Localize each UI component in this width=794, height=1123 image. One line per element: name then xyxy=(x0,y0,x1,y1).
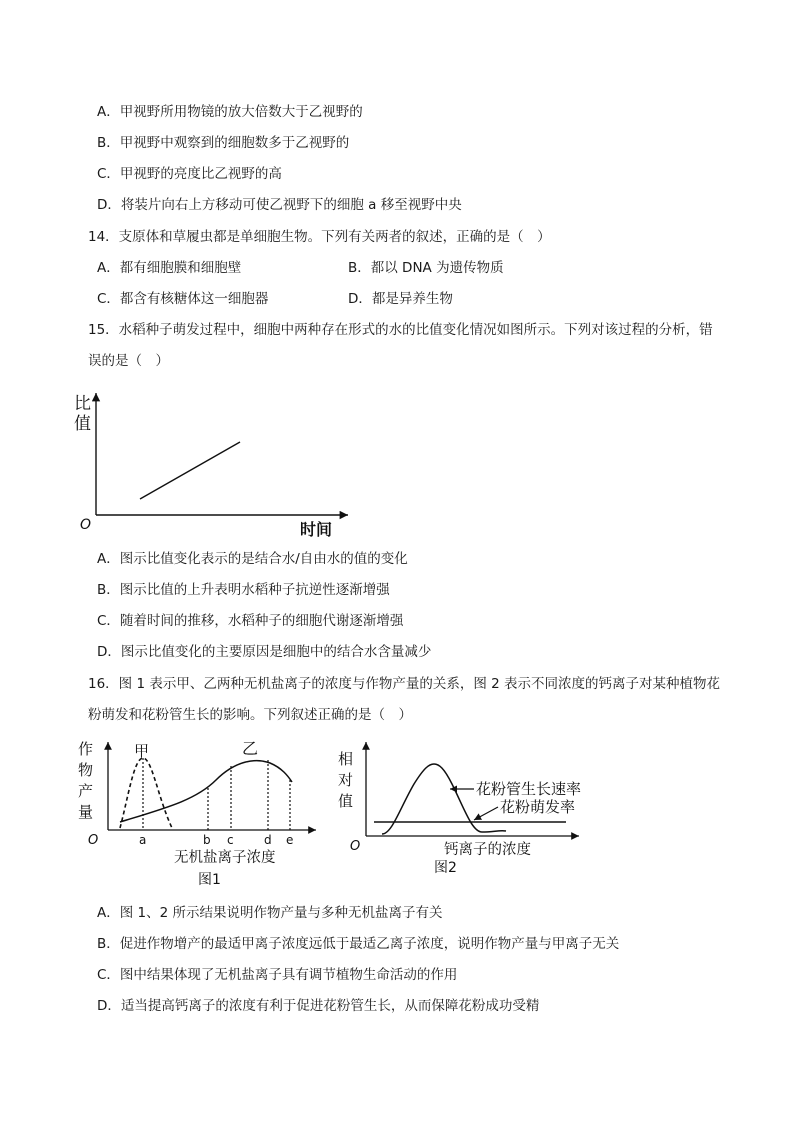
y-label-2: 值 xyxy=(74,414,91,434)
y-label-2: 对 xyxy=(338,771,354,789)
q15-stem-line2: 误的是（ ） xyxy=(88,353,169,369)
q13-option-b: B．甲视野中观察到的细胞数多于乙视野的 xyxy=(97,135,350,151)
tick-a: a xyxy=(139,833,147,847)
q15-option-c: C．随着时间的推移，水稻种子的细胞代谢逐渐增强 xyxy=(97,613,404,629)
ratio-line xyxy=(140,442,240,499)
origin-label: O xyxy=(80,517,92,533)
origin-label: O xyxy=(88,833,99,848)
caption: 图2 xyxy=(434,860,457,876)
jia-curve xyxy=(120,758,172,828)
q13-option-c: C．甲视野的亮度比乙视野的高 xyxy=(97,166,282,182)
q16-option-a: A．图 1、2 所示结果说明作物产量与多种无机盐离子有关 xyxy=(97,905,443,921)
q16-option-c: C．图中结果体现了无机盐离子具有调节植物生命活动的作用 xyxy=(97,967,458,983)
q16-figure-2 xyxy=(334,738,624,878)
y-label-3: 值 xyxy=(338,792,354,810)
q16-option-d: D．适当提高钙离子的浓度有利于促进花粉管生长，从而保障花粉成功受精 xyxy=(97,998,540,1014)
y-label-1: 作 xyxy=(78,740,94,758)
x-label: 无机盐离子浓度 xyxy=(174,850,276,866)
y-label-1: 比 xyxy=(74,394,91,414)
q14-stem: 14．支原体和草履虫都是单细胞生物。下列有关两者的叙述，正确的是（ ） xyxy=(88,229,551,245)
q15-option-b: B．图示比值的上升表明水稻种子抗逆性逐渐增强 xyxy=(97,582,390,598)
y-label-4: 量 xyxy=(78,803,94,821)
jia-label: 甲 xyxy=(134,742,150,760)
y-label-2: 物 xyxy=(78,761,94,779)
yi-curve xyxy=(120,761,292,822)
curve-label: 花粉管生长速率 xyxy=(476,780,582,798)
q14-option-c: C．都含有核糖体这一细胞器 xyxy=(97,291,269,307)
q16-option-b: B．促进作物增产的最适甲离子浓度远低于最适乙离子浓度，说明作物产量与甲离子无关 xyxy=(97,936,620,952)
growth-curve xyxy=(382,764,506,834)
origin-label: O xyxy=(350,839,361,854)
tick-e: e xyxy=(286,833,294,847)
q13-option-a: A．甲视野所用物镜的放大倍数大于乙视野的 xyxy=(97,104,363,120)
y-label-3: 产 xyxy=(78,782,94,800)
y-label-1: 相 xyxy=(338,750,354,768)
tick-b: b xyxy=(203,833,211,847)
q15-option-d: D．图示比值变化的主要原因是细胞中的结合水含量减少 xyxy=(97,644,432,660)
q15-option-a: A．图示比值变化表示的是结合水/自由水的值的变化 xyxy=(97,551,408,567)
q13-option-d: D．将装片向右上方移动可使乙视野下的细胞 a 移至视野中央 xyxy=(97,197,462,213)
x-label: 钙离子的浓度 xyxy=(444,842,531,858)
q15-stem-line1: 15．水稻种子萌发过程中，细胞中两种存在形式的水的比值变化情况如图所示。下列对该过程的分析，错 xyxy=(88,322,713,338)
q14-option-d: D．都是异养生物 xyxy=(348,291,453,307)
q15-figure xyxy=(70,385,370,545)
q16-stem-line1: 16．图 1 表示甲、乙两种无机盐离子的浓度与作物产量的关系，图 2 表示不同浓度的钙离子对某种植物花 xyxy=(88,676,721,692)
yi-label: 乙 xyxy=(242,739,259,758)
caption: 图1 xyxy=(198,872,221,888)
q16-figure-1 xyxy=(76,738,326,888)
x-label: 时间 xyxy=(300,520,333,539)
line-label: 花粉萌发率 xyxy=(500,798,576,816)
germination-arrow xyxy=(474,807,498,820)
tick-d: d xyxy=(264,833,272,847)
q16-stem-line2: 粉萌发和花粉管生长的影响。下列叙述正确的是（ ） xyxy=(88,707,412,723)
q14-option-b: B．都以 DNA 为遗传物质 xyxy=(348,260,504,276)
tick-c: c xyxy=(227,833,234,847)
q14-option-a: A．都有细胞膜和细胞壁 xyxy=(97,260,242,276)
